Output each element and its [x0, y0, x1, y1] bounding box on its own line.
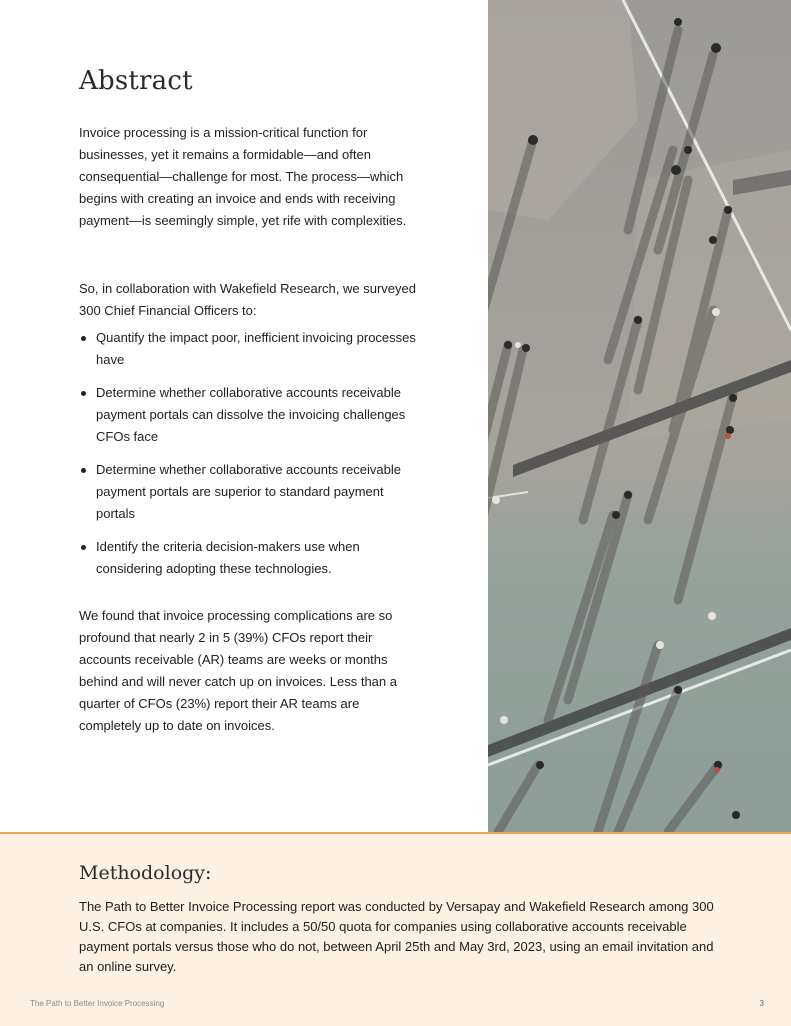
list-item-text: Determine whether collaborative accounts receivable payment portals can dissolve the invoicing challenges CFOs face — [96, 385, 406, 444]
list-item — [79, 536, 424, 580]
list-item-text: Identify the criteria decision-makers use when considering adopting these technologies. — [96, 539, 360, 576]
bullet-icon — [81, 545, 86, 550]
abstract-title: Abstract — [79, 66, 193, 96]
list-item — [79, 327, 424, 371]
methodology-section — [0, 832, 791, 1026]
bullet-icon — [81, 468, 86, 473]
list-item — [79, 459, 424, 525]
methodology-text: The Path to Better Invoice Processing report was conducted by Versapay and Wakefield Research among 300 U.S. CFOs at companies. It includes a 50/50 quota for companies using collaborative accounts receivable payment portals versus those who do not, between April 25th and May 3rd, 2023, using an email invitation and an online survey. — [79, 899, 714, 974]
methodology-title: Methodology: — [79, 862, 212, 884]
list-item — [79, 382, 424, 448]
abstract-paragraph-findings: We found that invoice processing complications are so profound that nearly 2 in 5 (39%) CFOs report their accounts receivable (AR) teams are weeks or months behind and will never catch up on invoices. Less than a quarter of CFOs (23%) report their AR teams are completely up to date on invoices. — [79, 608, 397, 733]
bullet-icon — [81, 336, 86, 341]
list-item-text: Determine whether collaborative accounts receivable payment portals are superior to standard payment portals — [96, 462, 401, 521]
list-item-text: Quantify the impact poor, inefficient invoicing processes have — [96, 330, 416, 367]
abstract-paragraph-intro: Invoice processing is a mission-critical function for businesses, yet it remains a formidable—and often consequential—challenge for most. The process—which begins with creating an invoice and ends with receiving payment—is seemingly simple, yet rife with complexities. — [79, 125, 407, 228]
abstract-paragraph-survey: So, in collaboration with Wakefield Research, we surveyed 300 Chief Financial Officers to: — [79, 281, 416, 318]
page-number: 3 — [759, 999, 764, 1008]
aerial-crowd-photo — [488, 0, 791, 832]
bullet-icon — [81, 391, 86, 396]
survey-goals-list — [79, 327, 424, 591]
footer-report-name: The Path to Better Invoice Processing — [30, 999, 165, 1008]
